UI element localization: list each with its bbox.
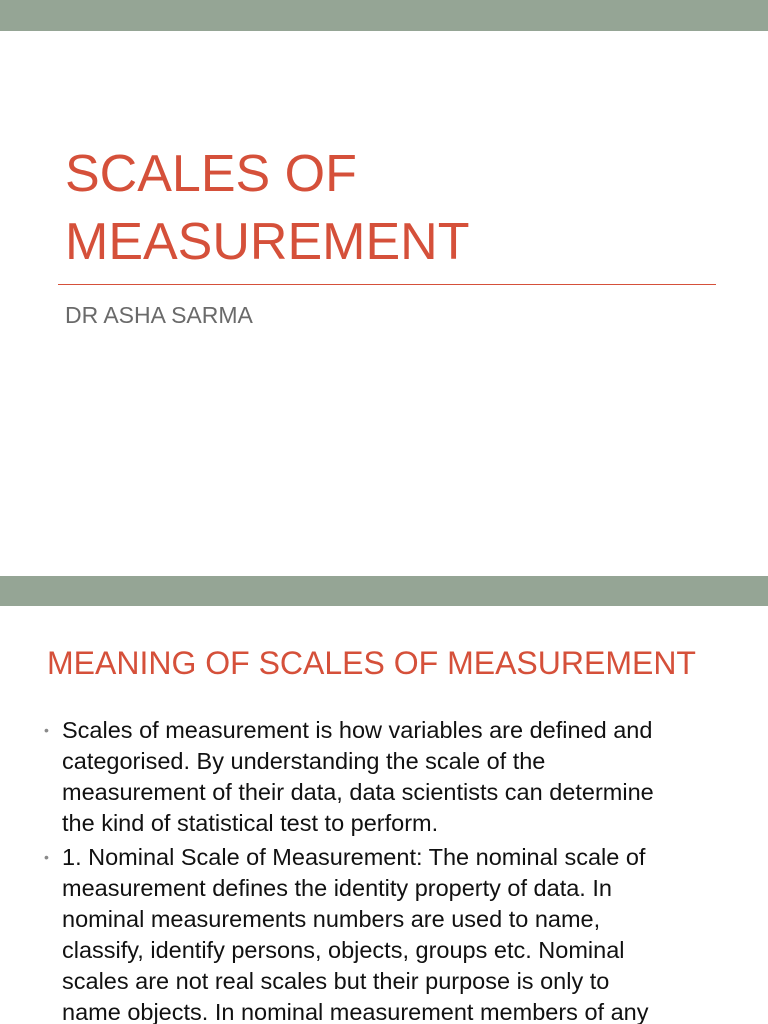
slide1-title — [65, 140, 725, 276]
bullet-text-line: name objects. In nominal measurement members of any — [62, 999, 649, 1024]
title-divider — [58, 284, 716, 285]
slide1-title-line1: SCALES OF — [65, 145, 357, 203]
bullet-item-nominal-scale — [44, 842, 720, 1024]
bullet-marker: • — [44, 849, 49, 865]
slide1-title-line2: MEASUREMENT — [65, 213, 470, 271]
author-name: DR ASHA SARMA — [65, 302, 253, 328]
bullet-list — [44, 715, 720, 1024]
bullet-text-line: the kind of statistical test to perform. — [62, 810, 439, 836]
slide1-top-band — [0, 0, 768, 31]
bullet-text-line: measurement of their data, data scientists can determine — [62, 779, 654, 805]
bullet-text-line: measurement defines the identity property of data. In — [62, 875, 612, 901]
bullet-text-line: nominal measurements numbers are used to name, — [62, 906, 601, 932]
bullet-item-scales-definition — [44, 715, 720, 839]
bullet-text-line: Scales of measurement is how variables are defined and — [62, 717, 653, 743]
bullet-text-line: classify, identify persons, objects, groups etc. Nominal — [62, 937, 625, 963]
bullet-text-line: 1. Nominal Scale of Measurement: The nominal scale of — [62, 844, 646, 870]
bullet-marker: • — [44, 722, 49, 738]
slide2-top-band — [0, 576, 768, 606]
bullet-text-line: categorised. By understanding the scale of the — [62, 748, 546, 774]
slide2-title: MEANING OF SCALES OF MEASUREMENT — [47, 645, 696, 681]
bullet-text-line: scales are not real scales but their purpose is only to — [62, 968, 610, 994]
